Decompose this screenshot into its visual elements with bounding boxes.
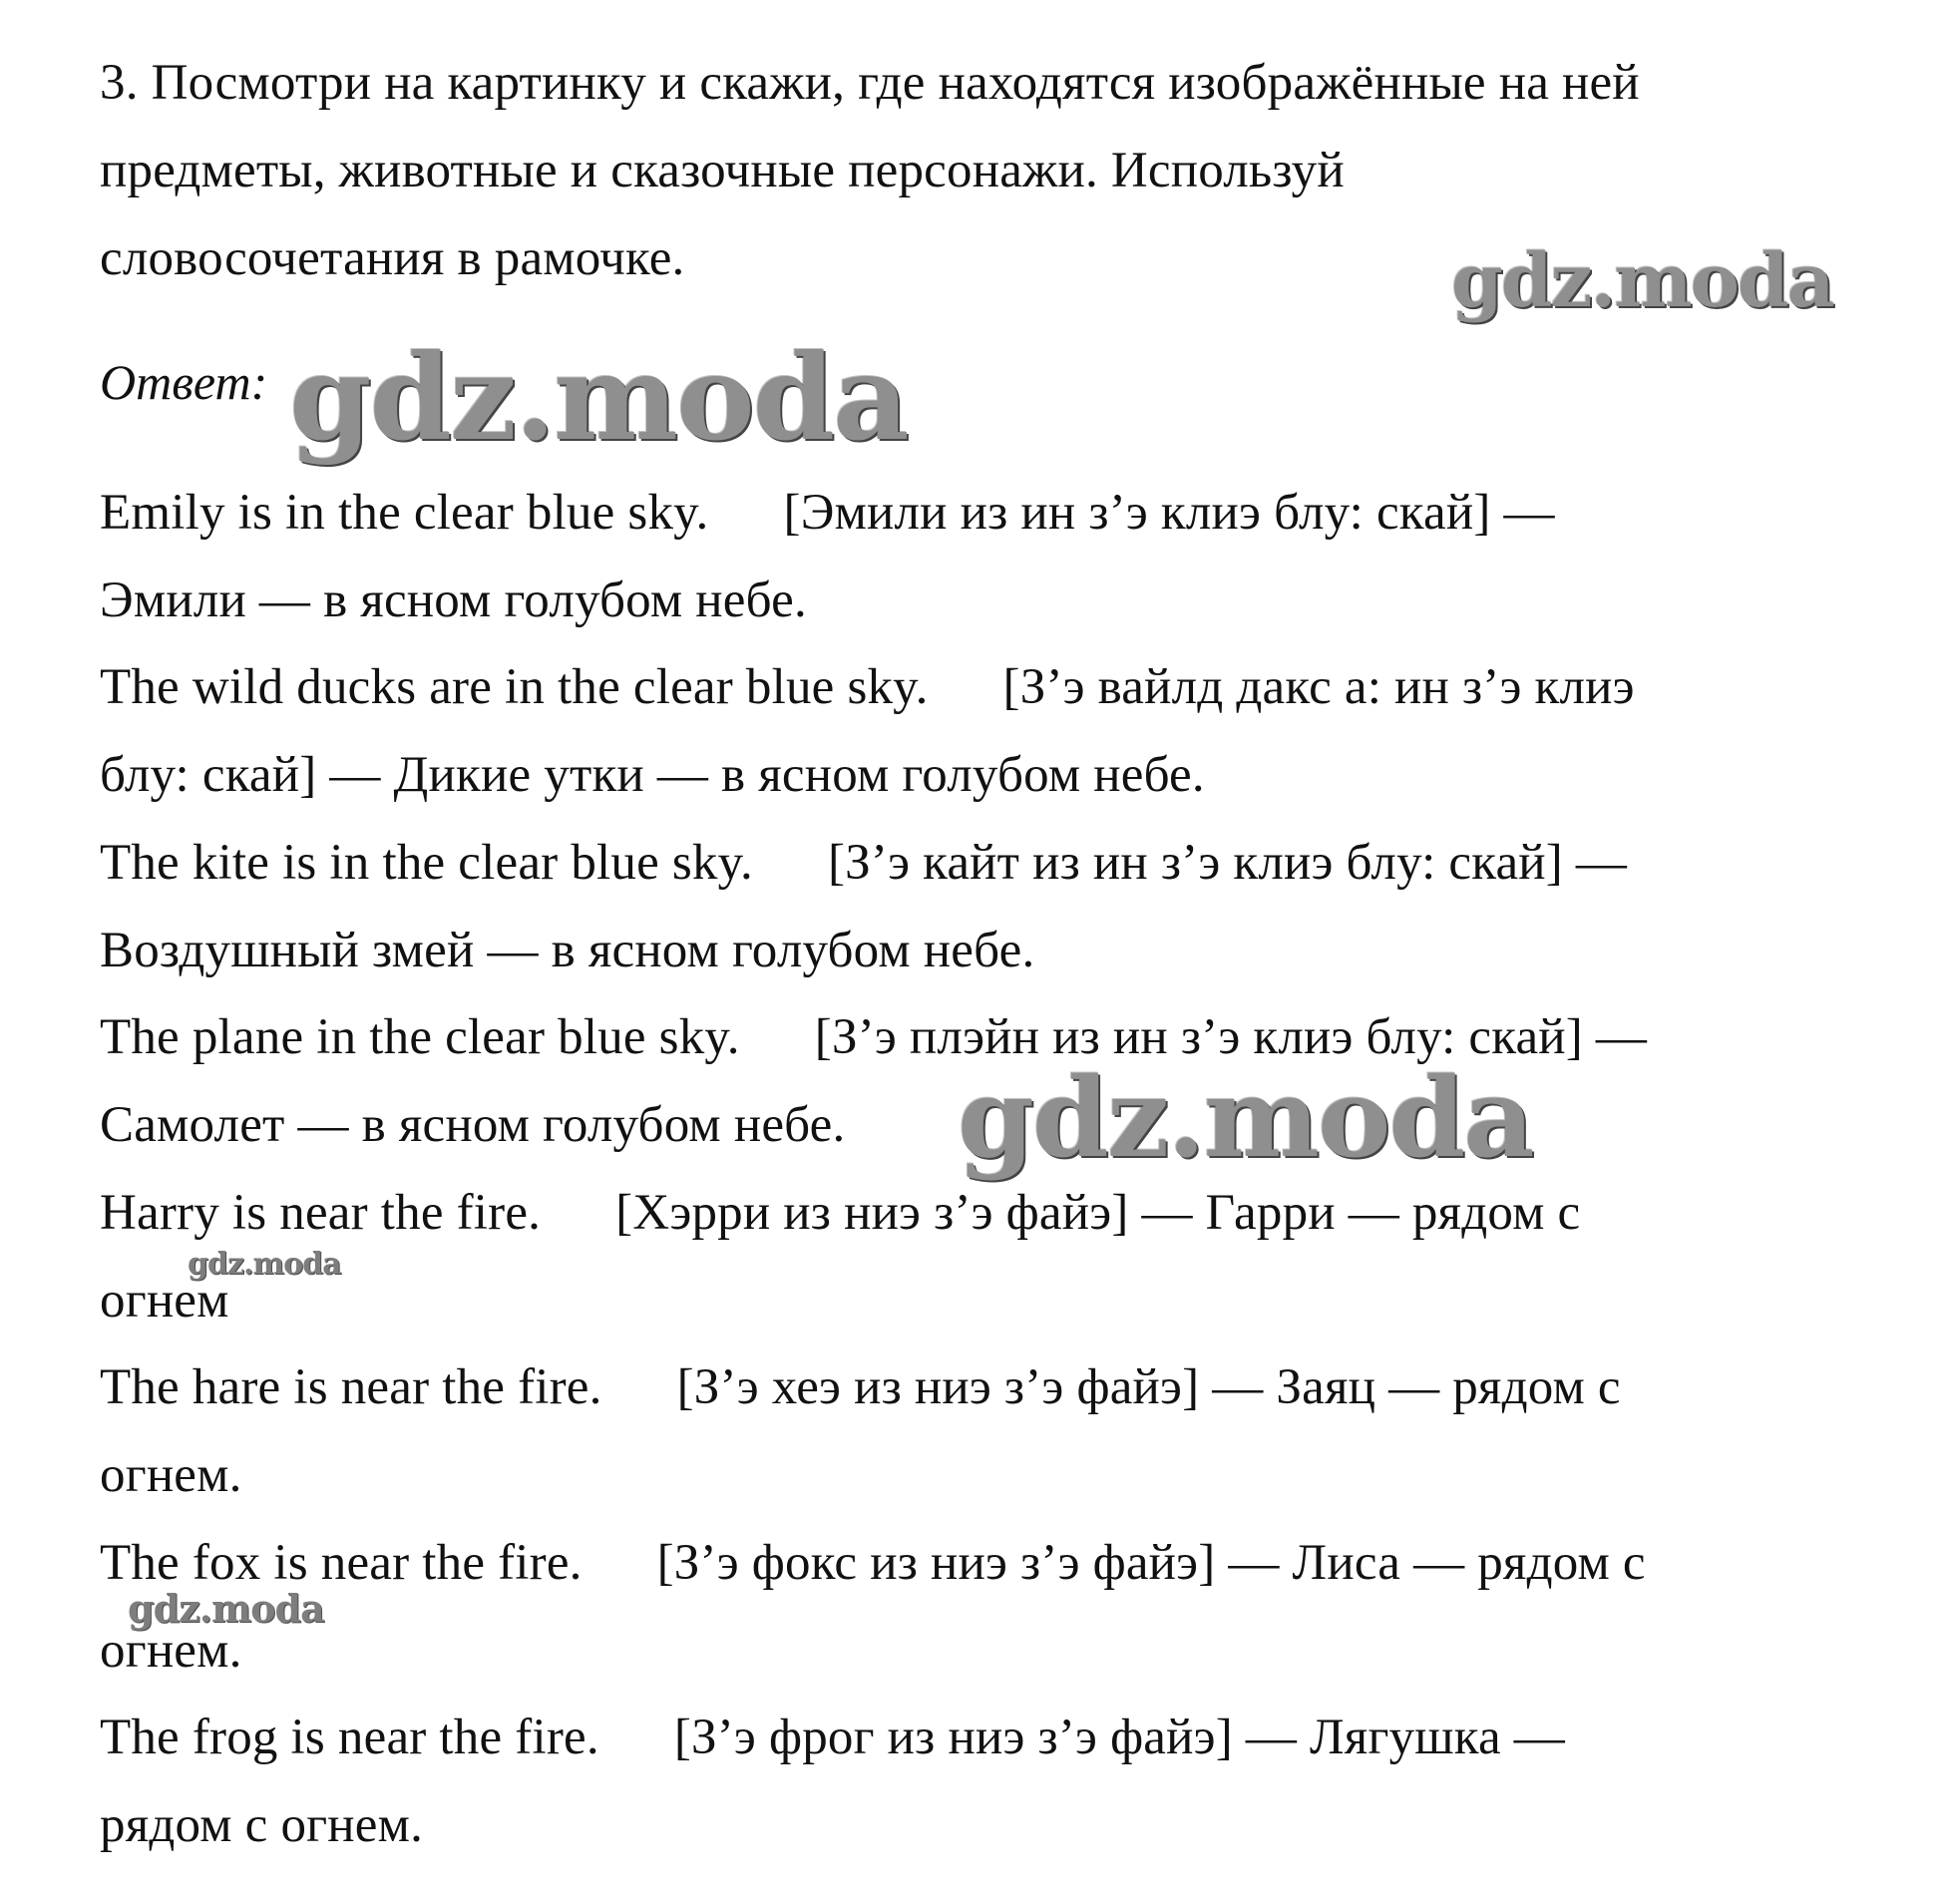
entry-transcription: [З’э фрог из ниэ з’э файэ] — Лягушка — xyxy=(673,1710,1565,1765)
entry-8-translation: рядом с огнем. xyxy=(100,1797,424,1853)
entry-english: The wild ducks are in the clear blue sky. xyxy=(100,659,929,715)
entry-3-line-1 xyxy=(100,835,1628,891)
task-line-2: предметы, животные и сказочные персонажи. Используй xyxy=(100,143,1345,198)
entry-transcription: [З’э плэйн из ин з’э клиэ блу: скай] — xyxy=(814,1009,1648,1065)
entry-transcription: [З’э вайлд дакс а: ин з’э клиэ xyxy=(1002,659,1635,715)
entry-english: The plane in the clear blue sky. xyxy=(100,1009,740,1065)
entry-8-line-1 xyxy=(100,1710,1565,1765)
task-line-3: словосочетания в рамочке. xyxy=(100,230,685,286)
entry-transcription: [Хэрри из ниэ з’э файэ] — Гарри — рядом с xyxy=(615,1185,1581,1241)
watermark: gdz.moda xyxy=(958,1053,1533,1182)
entry-english: The frog is near the fire. xyxy=(100,1710,599,1765)
entry-transcription: [З’э хеэ из ниэ з’э файэ] — Заяц — рядом с xyxy=(676,1359,1621,1415)
entry-7-translation: огнем. xyxy=(100,1623,242,1679)
entry-english: The kite is in the clear blue sky. xyxy=(100,835,753,891)
entry-7-line-1 xyxy=(100,1535,1646,1591)
entry-6-line-1 xyxy=(100,1359,1621,1415)
entry-english: The fox is near the fire. xyxy=(100,1535,583,1591)
entry-2-line-1 xyxy=(100,659,1635,715)
answer-label: Ответ: xyxy=(100,354,268,410)
entry-english: Emily is in the clear blue sky. xyxy=(100,485,709,541)
entry-2-translation: блу: скай] — Дикие утки — в ясном голубом небе. xyxy=(100,747,1205,803)
entry-transcription: [З’э фокс из ниэ з’э файэ] — Лиса — рядом с xyxy=(656,1535,1646,1591)
watermark: gdz.moda xyxy=(289,328,908,467)
entry-6-translation: огнем. xyxy=(100,1447,242,1503)
entry-transcription: [Эмили из ин з’э клиэ блу: скай] — xyxy=(783,485,1555,541)
entry-transcription: [З’э кайт из ин з’э клиэ блу: скай] — xyxy=(827,835,1628,891)
entry-4-translation: Самолет — в ясном голубом небе. xyxy=(100,1097,846,1153)
entry-3-translation: Воздушный змей — в ясном голубом небе. xyxy=(100,923,1035,978)
entry-1-translation: Эмили — в ясном голубом небе. xyxy=(100,572,807,628)
watermark: gdz.moda xyxy=(1451,238,1833,324)
entry-english: The hare is near the fire. xyxy=(100,1359,602,1415)
watermark: gdz.moda xyxy=(188,1247,341,1282)
task-line-1: 3. Посмотри на картинку и скажи, где находятся изображённые на ней xyxy=(100,55,1640,111)
entry-1-line-1 xyxy=(100,485,1555,541)
watermark: gdz.moda xyxy=(128,1586,324,1631)
entry-5-line-1 xyxy=(100,1185,1581,1241)
entry-5-translation: огнем xyxy=(100,1273,229,1329)
entry-english: Harry is near the fire. xyxy=(100,1185,542,1241)
